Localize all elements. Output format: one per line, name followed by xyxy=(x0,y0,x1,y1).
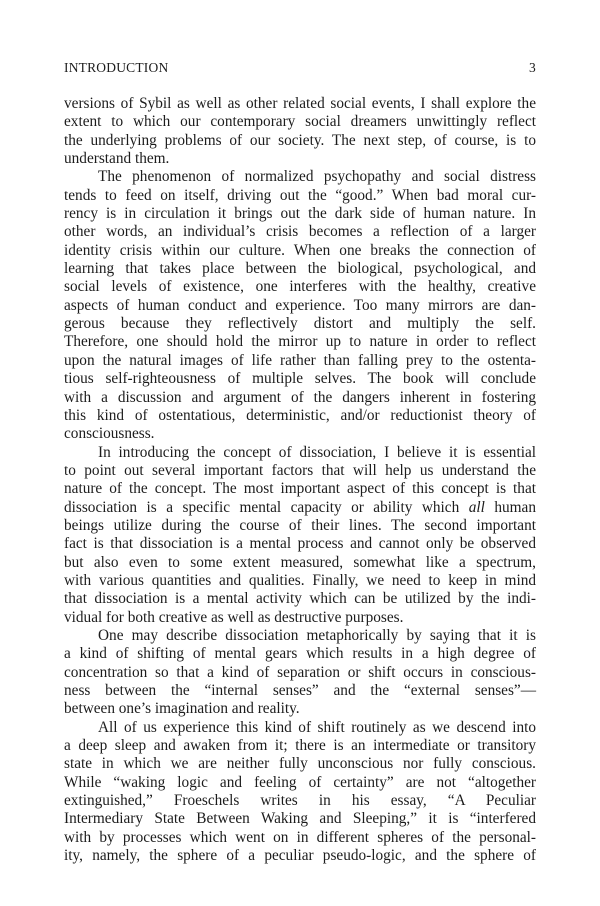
paragraph xyxy=(64,95,536,168)
text-line: understand them. xyxy=(64,150,170,168)
text-line: upon the natural images of life rather than falling prey to the ostenta- xyxy=(64,351,536,369)
text-line: but also even to some extent measured, somewhat like a spectrum, xyxy=(64,553,536,571)
running-head xyxy=(64,60,536,80)
page-number: 3 xyxy=(529,60,536,75)
text-line: extinguished,” Froeschels writes in his essay, “A Peculiar xyxy=(64,792,536,810)
text-line: other words, an individual’s crisis becomes a reflection of a larger xyxy=(64,223,536,241)
text-line: All of us experience this kind of shift routinely as we descend into xyxy=(98,718,536,736)
paragraph xyxy=(64,627,536,719)
text-line: Intermediary State Between Waking and Sleeping,” it is “interfered xyxy=(64,810,536,828)
text-line: identity crisis within our culture. When one breaks the connection of xyxy=(64,241,536,259)
text-line: with a discussion and argument of the dangers inherent in fostering xyxy=(64,388,536,406)
text-line: One may describe dissociation metaphorically by saying that it is xyxy=(98,626,536,644)
text-line: nature of the concept. The most important aspect of this concept is that xyxy=(64,480,536,498)
text-line: state in which we are neither fully unconscious nor fully conscious. xyxy=(64,755,536,773)
text-line: tious self-righteousness of multiple selves. The book will conclude xyxy=(64,370,536,388)
text-line: Therefore, one should hold the mirror up to nature in order to reflect xyxy=(64,333,536,351)
text-line: social levels of existence, one interferes with the healthy, creative xyxy=(64,278,536,296)
text-line: this kind of ostentatious, deterministic, and/or reductionist theory of xyxy=(64,406,536,424)
text-line: aspects of human conduct and experience. Too many mirrors are dan- xyxy=(64,296,536,314)
text-line: rency is in circulation it brings out the dark side of human nature. In xyxy=(64,205,536,223)
text-line: a deep sleep and awaken from it; there is an intermediate or transitory xyxy=(64,737,536,755)
text-line: learning that takes place between the biological, psychological, and xyxy=(64,260,536,278)
text-line: with various quantities and qualities. Finally, we need to keep in mind xyxy=(64,571,536,589)
paragraph xyxy=(64,168,536,443)
text-line: While “waking logic and feeling of certainty” are not “altogether xyxy=(64,773,536,791)
text-line: dissociation is a specific mental capacity or ability which all human xyxy=(64,498,536,516)
running-head-title: INTRODUCTION xyxy=(64,60,169,75)
text-line: that dissociation is a mental activity which can be utilized by the indi- xyxy=(64,590,536,608)
text-line: ness between the “internal senses” and the “external senses”— xyxy=(64,682,536,699)
text-line: consciousness. xyxy=(64,425,155,443)
text-line: tends to feed on itself, driving out the “good.” When bad moral cur- xyxy=(64,186,536,204)
text-line: In introducing the concept of dissociation, I believe it is essential xyxy=(98,443,536,461)
text-line: a kind of shifting of mental gears which results in a high degree of xyxy=(64,645,536,663)
text-line: ity, namely, the sphere of a peculiar pseudo-logic, and the sphere of xyxy=(64,847,536,865)
text-line: concentration so that a kind of separation or shift occurs in conscious- xyxy=(64,663,536,681)
text-line: to point out several important factors that will help us understand the xyxy=(64,461,536,479)
text-line: versions of Sybil as well as other related social events, I shall explore the xyxy=(64,95,536,112)
text-line: the underlying problems of our society. The next step, of course, is to xyxy=(64,131,536,149)
text-line: between one’s imagination and reality. xyxy=(64,700,300,718)
text-line: with by processes which went on in different spheres of the personal- xyxy=(64,828,536,846)
emphasis: all xyxy=(468,498,485,516)
paragraph xyxy=(64,444,536,627)
text-line: vidual for both creative as well as destructive purposes. xyxy=(64,608,404,626)
text-line: fact is that dissociation is a mental process and cannot only be observed xyxy=(64,535,536,553)
text-line: beings utilize during the course of their lines. The second important xyxy=(64,516,536,534)
paragraph xyxy=(64,719,536,866)
text-line: extent to which our contemporary social dreamers unwittingly reflect xyxy=(64,113,536,131)
text-line: gerous because they reflectively distort and multiply the self. xyxy=(64,315,536,333)
body-text xyxy=(64,95,536,865)
text-line: The phenomenon of normalized psychopathy and social distress xyxy=(98,168,536,186)
